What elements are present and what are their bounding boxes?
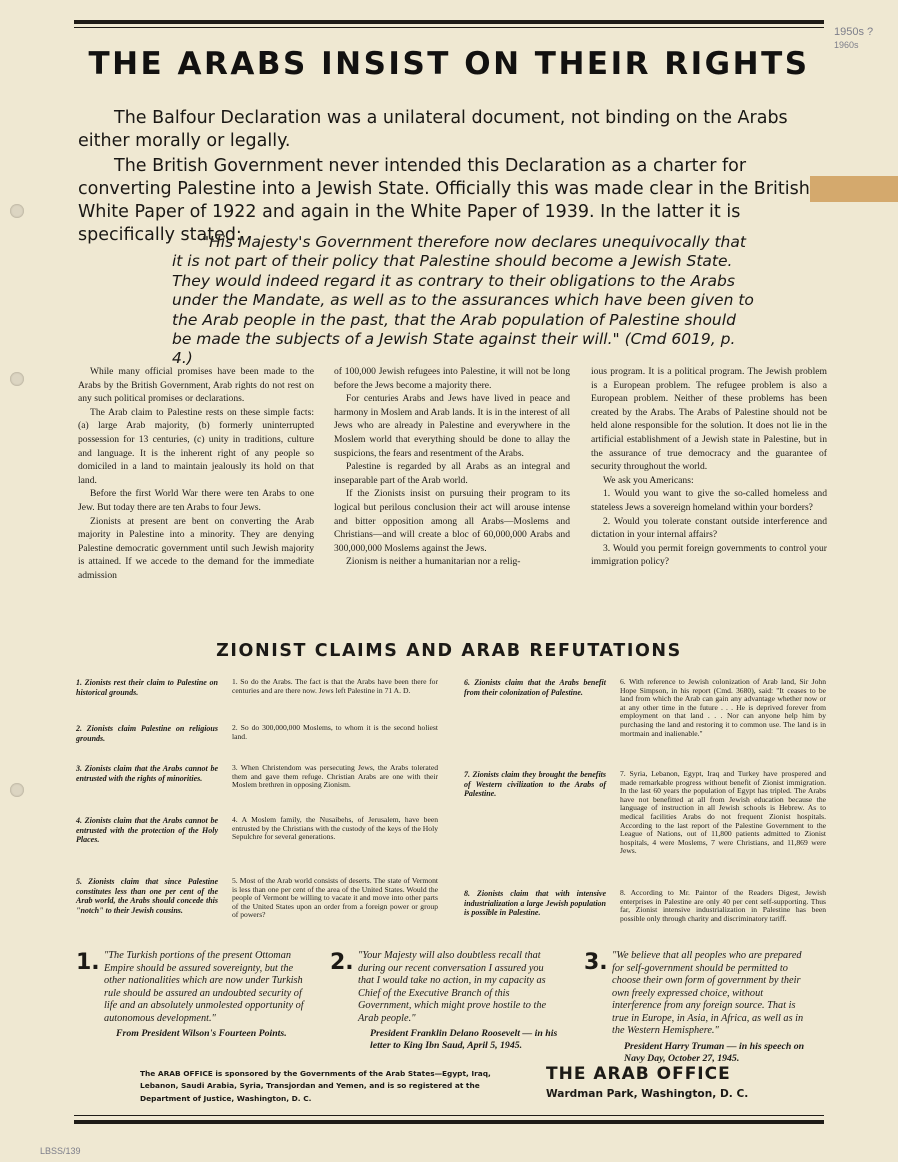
- body-paragraph: Before the first World War there were ten Arabs to one Jew. But today there are ten Arabs to four Jews.: [78, 488, 314, 513]
- bottom-rule: [74, 1120, 824, 1124]
- body-paragraph: Zionists at present are bent on converting the Arab majority in Palestine into a minority. They are denying Palestine democratic government until such Jewish majority is attained. If we accede to the demand for the immediate admission: [78, 515, 314, 581]
- refutation-2: 2. So do 300,000,000 Moslems, to whom it is the second holiest land.: [232, 723, 438, 741]
- body-paragraph: Zionism is neither a humanitarian nor a relig-: [346, 556, 521, 568]
- refutation-4: 4. A Moslem family, the Nusaibehs, of Jerusalem, have been entrusted by the Christians with the custody of the keys of the Holy Sepulchre for several generations.: [232, 815, 438, 842]
- body-paragraph: 2. Would you tolerate constant outside interference and dictation in your internal affairs?: [591, 515, 827, 541]
- refutation-7: 7. Syria, Lebanon, Egypt, Iraq and Turkey have prospered and made remarkable progress without benefit of Zionist immigration. In the last 60 years the population of Egypt has tripled. The Arabs have not benefitted at all from Jewish education because the language of instruction in all Jewish schools is Hebrew. As to medical facilities Arabs do not frequent Zionist hospitals. According to the last report of the Palestine Government to the League of Nations, out of 11,800 patients admitted to Zionist hospitals, 4 were Moslems, 7 were Christians, and 11,869 were Jews.: [620, 769, 826, 856]
- punch-hole: [10, 372, 24, 386]
- claim-1: 1. Zionists rest their claim to Palestine on historical grounds.: [76, 678, 218, 697]
- quote-citation: (Cmd 6019, p. 4.): [172, 330, 736, 368]
- office-name: THE ARAB OFFICE: [546, 1064, 731, 1084]
- body-paragraph: We ask you Americans:: [603, 474, 694, 486]
- pencil-note: 1960s: [834, 40, 859, 50]
- quote-source: President Harry Truman — in his speech on Navy Day, October 27, 1945.: [624, 1040, 805, 1064]
- body-paragraph: 3. Would you permit foreign governments to control your immigration policy?: [591, 542, 827, 568]
- quote-number: 3.: [584, 950, 608, 975]
- claims-heading: ZIONIST CLAIMS AND ARAB REFUTATIONS: [216, 641, 682, 661]
- refutation-3: 3. When Christendom was persecuting Jews, the Arabs tolerated them and gave them refuge. Christian Arabs are one with their Moslem brethren in opposing Zionism.: [232, 763, 438, 790]
- claim-6: 6. Zionists claim that the Arabs benefit from their colonization of Palestine.: [464, 678, 606, 697]
- body-paragraph: of 100,000 Jewish refugees into Palestine, it will not be long before the Jews become a majority there.: [334, 366, 570, 391]
- body-column-1: [78, 365, 314, 583]
- quote-source: President Franklin Delano Roosevelt — in his letter to King Ibn Saud, April 5, 1945.: [370, 1028, 558, 1051]
- claim-8: 8. Zionists claim that with intensive industrialization a large Jewish population is possible in Palestine.: [464, 889, 606, 918]
- presidential-quote-2: [330, 950, 560, 1052]
- sponsor-note: The ARAB OFFICE is sponsored by the Governments of the Arab States—Egypt, Iraq, Lebanon, Saudi Arabia, Syria, Transjordan and Yemen, and is so registered at the Department of Justice, Washington, D. C.: [140, 1069, 491, 1103]
- headline: THE ARABS INSIST ON THEIR RIGHTS: [88, 46, 810, 82]
- claim-5: 5. Zionists claim that since Palestine constitutes less than one per cent of the Arab world, the Arabs should concede this "notch" to their Jewish cousins.: [76, 877, 218, 915]
- lead-paragraph: The Balfour Declaration was a unilateral document, not binding on the Arabs either morally or legally.: [78, 108, 788, 151]
- refutation-5: 5. Most of the Arab world consists of deserts. The state of Vermont is less than one per cent of the area of the United States. Would the people of Vermont be willing to vacate it and move into other parts of the United States upon an order from a foreign power or group of powers?: [232, 876, 438, 920]
- bottom-rule: [74, 1115, 824, 1116]
- quote-number: 1.: [76, 950, 100, 975]
- quote-source: From President Wilson's Fourteen Points.: [116, 1028, 287, 1039]
- quote-number: 2.: [330, 950, 354, 975]
- body-paragraph: 1. Would you want to give the so-called homeless and stateless Jews a sovereign homeland within your borders?: [591, 488, 827, 513]
- body-column-2: [334, 365, 570, 569]
- claim-2: 2. Zionists claim Palestine on religious grounds.: [76, 724, 218, 743]
- punch-hole: [10, 783, 24, 797]
- body-paragraph: ious program. It is a political program. The Jewish problem is a European problem. The refugee problem is also a European problem. Neither of these problems has been created by the Arabs. The Arabs of Palestine should not be held alone responsible for the solution. It does not lie in the artificial establishment of a Jewish state in Palestine, but in the assurance of true democracy and the guarantee of security throughout the world.: [591, 366, 827, 473]
- claim-4: 4. Zionists claim that the Arabs cannot be entrusted with the protection of the Holy Places.: [76, 816, 218, 845]
- punch-hole: [10, 204, 24, 218]
- body-paragraph: The Arab claim to Palestine rests on these simple facts: (a) large Arab majority, (b) formerly uninterrupted possession for 13 centuries, (c) unity in traditions, culture and language. It is the inherent right of any people so domiciled in a land to maintain jealously its hold on that land.: [78, 406, 314, 486]
- lead-paragraph: The British Government never intended this Declaration as a charter for converting Palestine into a Jewish State. Officially this was made clear in the British White Paper of 1922 and again in the White Paper of 1939. In the latter it is specifically stated:: [78, 156, 810, 245]
- body-paragraph: While many official promises have been made to the Arabs by the British Government, Arab rights do not rest on any such political promises or declarations.: [78, 366, 314, 405]
- top-rule: [74, 20, 824, 24]
- pencil-note: 1950s ?: [834, 26, 874, 38]
- quote-text: "We believe that all peoples who are prepared for self-government should be permitted to choose their own form of government by their own freely expressed choice, without interference from any foreign source. That is true in Europe, in Asia, in Africa, as well as in the Western Hemisphere.": [612, 950, 804, 1036]
- body-column-3: [591, 365, 827, 569]
- quote-text: "The Turkish portions of the present Ottoman Empire should be assured sovereignty, but the other nationalities which are now under Turkish rule should be assured an undoubted security of life and an absolutely unmolested opportunity of autonomous development.": [104, 950, 304, 1024]
- refutation-6: 6. With reference to Jewish colonization of Arab land, Sir John Hope Simpson, in his report (Cmd. 3680), said: "It ceases to be land from which the Arab can gain any advantage whether now or at any other time in the future . . . He is deprived forever from employment on that land . . . Nor can anyone help him by purchasing the land and restoring it to common use. The land is in mortmain and inalienable.": [620, 677, 826, 738]
- body-paragraph: If the Zionists insist on pursuing their program to its logical but perilous conclusion their act will arouse intense and bitter opposition among all Arabs—Moslems and Christians—and will create a bloc of 60,000,000 Arabs and 300,000,000 Moslems against the Jews.: [334, 488, 570, 554]
- refutation-1: 1. So do the Arabs. The fact is that the Arabs have been there for centuries and are there now. Jews left Palestine in 71 A. D.: [232, 677, 438, 695]
- body-paragraph: Palestine is regarded by all Arabs as an integral and inseparable part of the Arab world.: [334, 461, 570, 486]
- claim-3: 3. Zionists claim that the Arabs cannot be entrusted with the rights of minorities.: [76, 764, 218, 783]
- top-rule: [74, 27, 824, 28]
- presidential-quote-3: [584, 950, 814, 1065]
- white-paper-quote: [172, 233, 760, 369]
- refutation-8: 8. According to Mr. Paintor of the Readers Digest, Jewish enterprises in Palestine are only 40 per cent self-supporting. Thus far, Zionist intensive industrialization in Palestine has been possible only through charity and discriminatory tariff.: [620, 888, 826, 923]
- quote-text: "Your Majesty will also doubtless recall that during our recent conversation I assured you that I would take no action, in my capacity as Chief of the Executive Branch of this Government, which might prove hostile to the Arab people.": [358, 950, 547, 1024]
- office-address: Wardman Park, Washington, D. C.: [546, 1088, 749, 1100]
- claim-7: 7. Zionists claim they brought the benefits of Western civilization to the Arabs of Palestine.: [464, 770, 606, 799]
- body-paragraph: For centuries Arabs and Jews have lived in peace and harmony in Moslem and Arab lands. It is in the interest of all Jews who are already in Palestine and everywhere in the Moslem world that everything should be done to allay the suspicions, the fears and resentment of the Arabs.: [334, 393, 570, 459]
- quote-text: "His Majesty's Government therefore now declares unequivocally that it is not part of their policy that Palestine should become a Jewish State. They would indeed regard it as contrary to their obligations to the Arabs under the Mandate, as well as to the assurances which have been given to the Arab people in the past, that the Arab population of Palestine should be made the subjects of a Jewish State against their will.": [172, 233, 754, 349]
- presidential-quote-1: [76, 950, 306, 1040]
- pencil-note: LBSS/139: [40, 1146, 81, 1156]
